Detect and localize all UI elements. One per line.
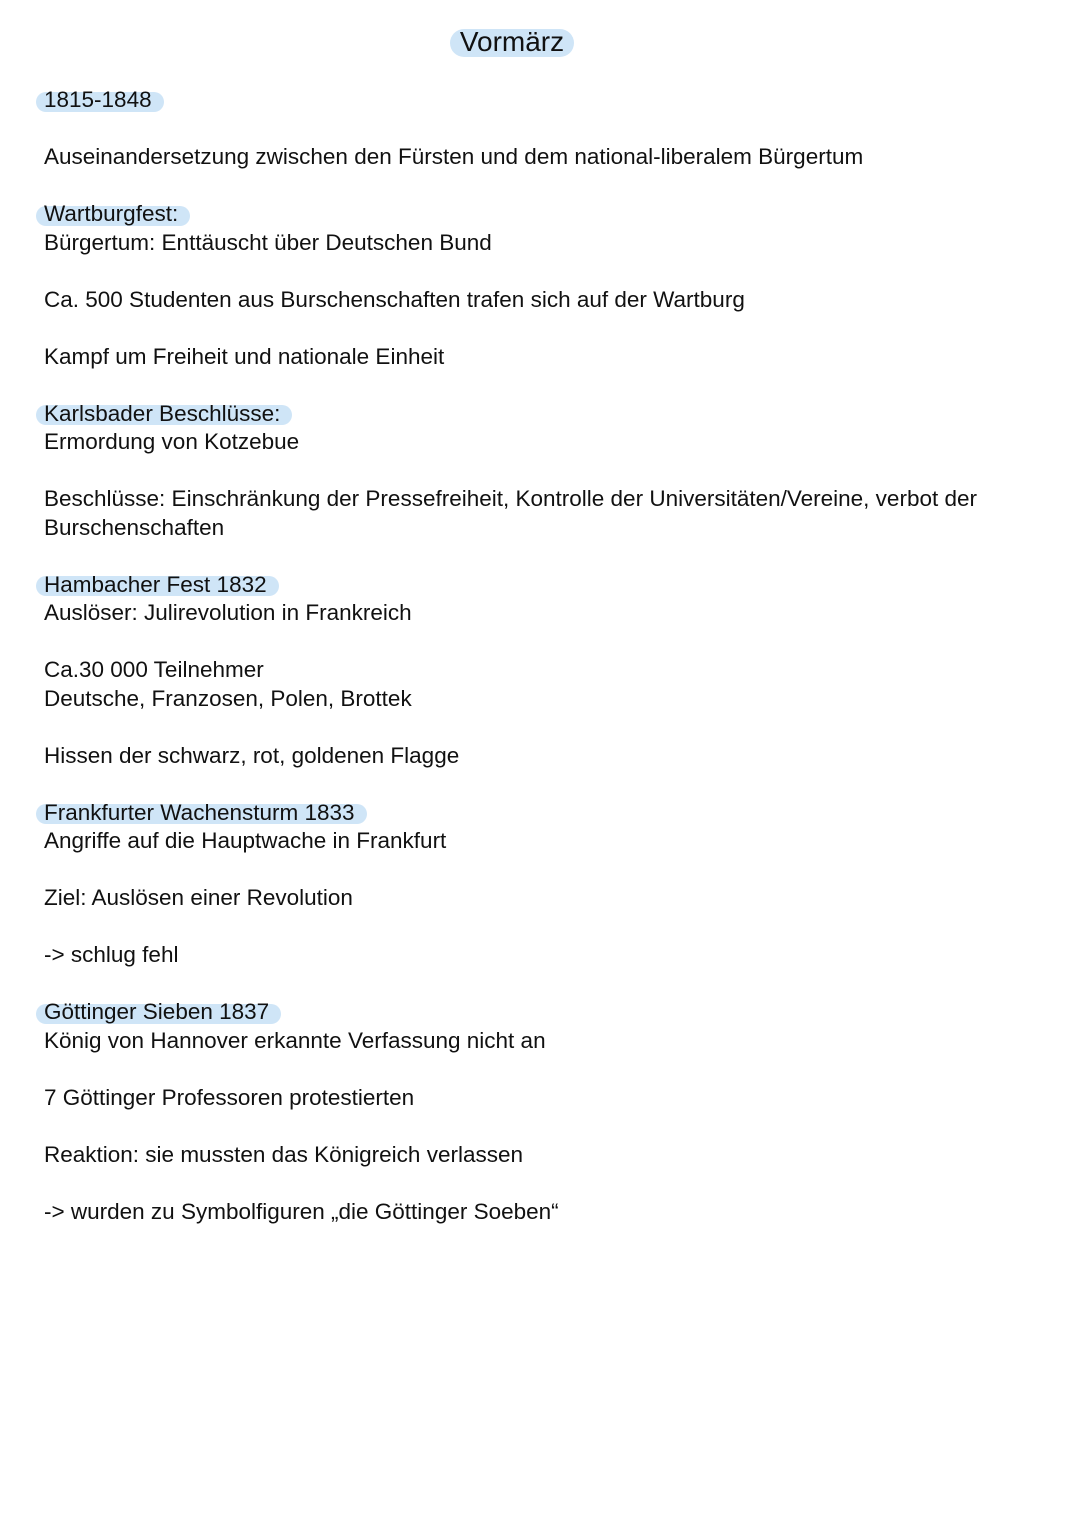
spacer	[44, 542, 1034, 571]
spacer	[44, 628, 1034, 657]
section-line: Ca. 500 Studenten aus Burschenschaften trafen sich auf der Wartburg	[44, 286, 745, 312]
section-line: -> wurden zu Symbolfiguren „die Göttinger Soeben“	[44, 1198, 559, 1224]
section-line: Bürgertum: Enttäuscht über Deutschen Bund	[44, 229, 492, 255]
spacer	[44, 257, 1034, 286]
spacer	[44, 713, 1034, 742]
spacer	[44, 913, 1034, 942]
section-heading-wachensturm	[44, 799, 1034, 828]
section-line: Beschlüsse: Einschränkung der Pressefreiheit, Kontrolle der Universitäten/Vereine, verbot der Burschenschaften	[44, 486, 977, 540]
spacer	[44, 457, 1034, 486]
section-line: -> schlug fehl	[44, 942, 179, 967]
heading-text: Karlsbader Beschlüsse:	[44, 400, 280, 429]
spacer	[44, 1169, 1034, 1198]
intro-line: Auseinandersetzung zwischen den Fürsten und dem national-liberalem Bürgertum	[44, 144, 864, 169]
spacer	[44, 970, 1034, 999]
section-line: Kampf um Freiheit und nationale Einheit	[44, 343, 445, 369]
heading-text: Göttinger Sieben 1837	[44, 998, 269, 1027]
section-line: Angriffe auf die Hauptwache in Frankfurt	[44, 828, 447, 853]
notes-body	[44, 86, 1034, 1226]
section-line: König von Hannover erkannte Verfassung nicht an	[44, 1027, 546, 1053]
title-text: Vormärz	[460, 24, 564, 60]
section-line: Ca.30 000 Teilnehmer	[44, 657, 264, 682]
section-heading-karlsbader	[44, 400, 1034, 429]
heading-text: Wartburgfest:	[44, 200, 178, 229]
section-line: Deutsche, Franzosen, Polen, Brottek	[44, 685, 412, 711]
spacer	[44, 371, 1034, 400]
section-heading-goettinger	[44, 998, 1034, 1027]
section-line: Ermordung von Kotzebue	[44, 429, 300, 454]
section-line: 7 Göttinger Professoren protestierten	[44, 1084, 415, 1110]
section-line: Ziel: Auslösen einer Revolution	[44, 885, 353, 910]
spacer	[44, 1055, 1034, 1084]
section-heading-wartburgfest	[44, 200, 1034, 229]
heading-text: Hambacher Fest 1832	[44, 571, 267, 600]
section-line: Reaktion: sie mussten das Königreich verlassen	[44, 1141, 523, 1167]
spacer	[44, 770, 1034, 799]
page-title	[0, 24, 1024, 60]
spacer	[44, 314, 1034, 343]
section-line: Auslöser: Julirevolution in Frankreich	[44, 600, 412, 625]
spacer	[44, 172, 1034, 201]
section-line: Hissen der schwarz, rot, goldenen Flagge	[44, 742, 460, 768]
section-heading-hambacher	[44, 571, 1034, 600]
spacer	[44, 115, 1034, 144]
heading-text: Frankfurter Wachensturm 1833	[44, 799, 355, 828]
spacer	[44, 1112, 1034, 1141]
period-text: 1815-1848	[44, 86, 152, 115]
period-line	[44, 86, 1034, 115]
spacer	[44, 856, 1034, 885]
